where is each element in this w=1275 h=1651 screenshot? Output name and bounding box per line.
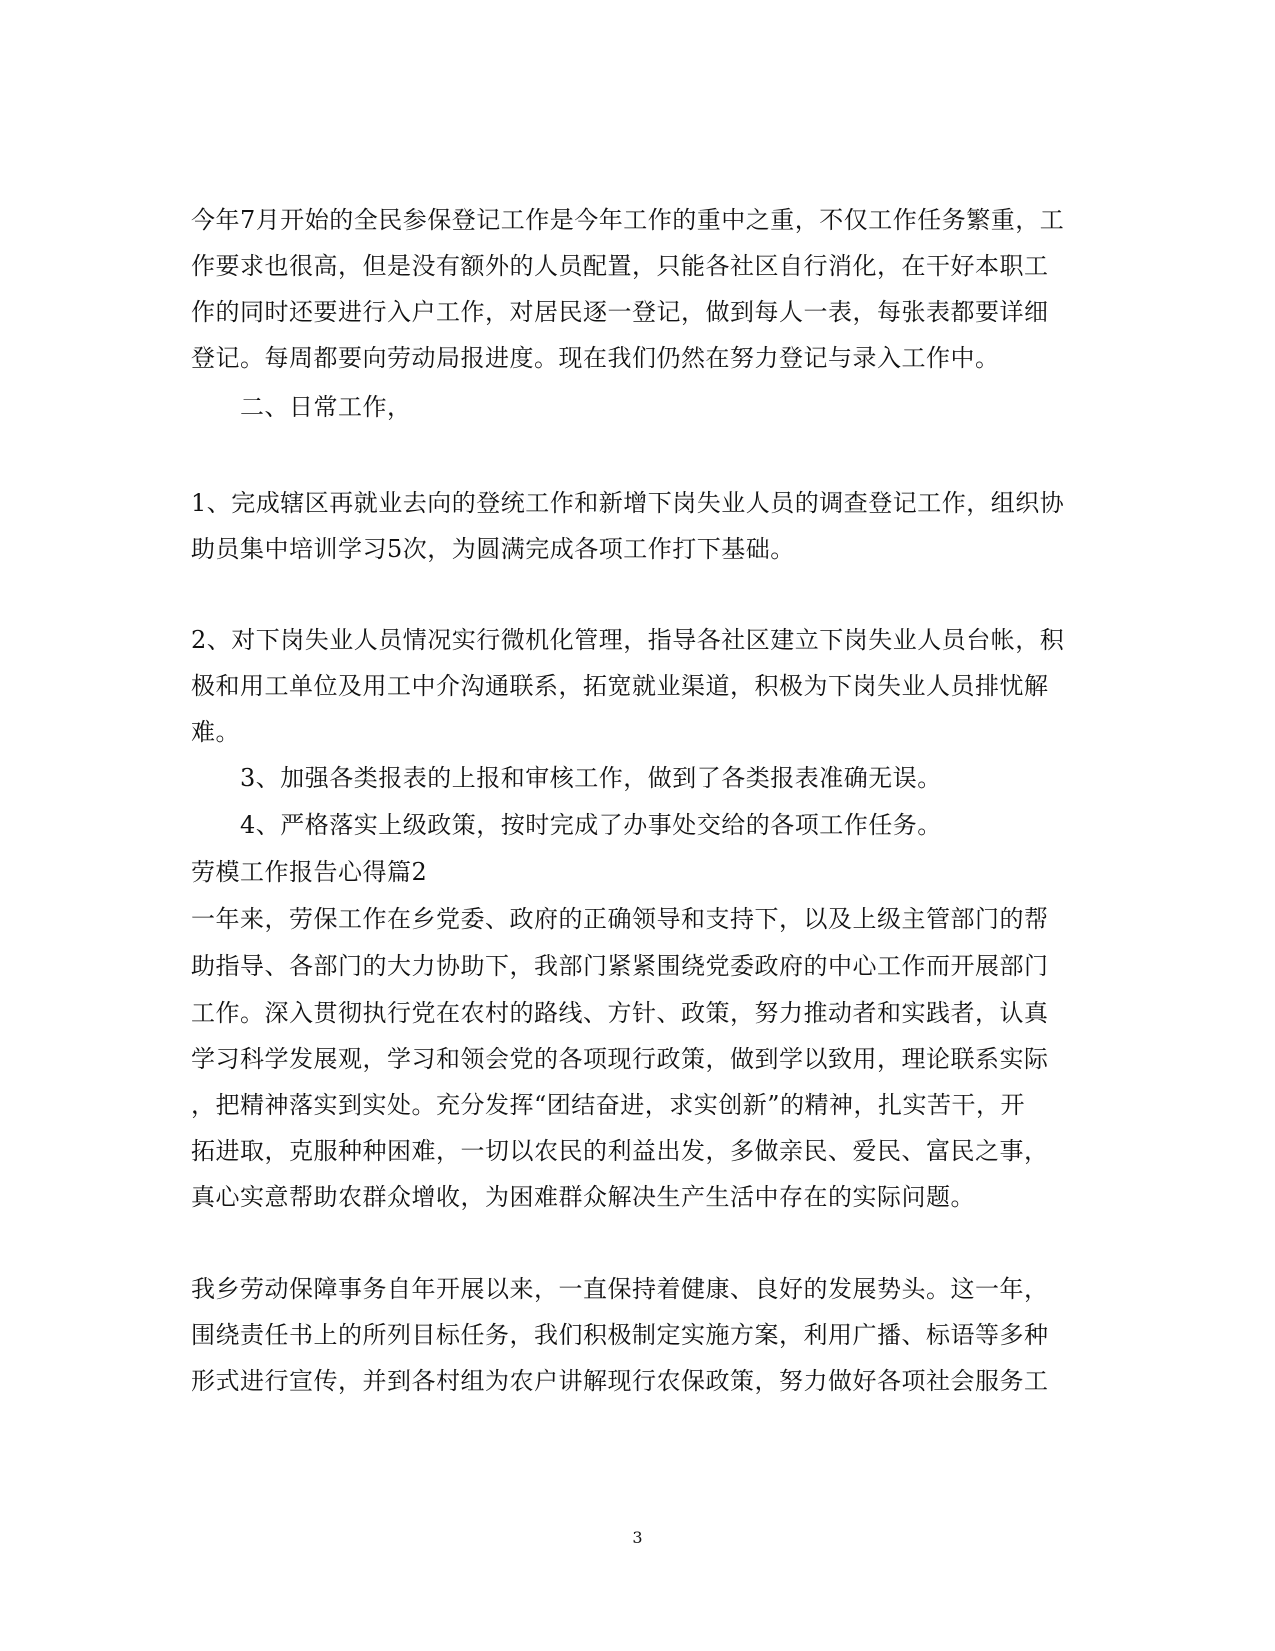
- paragraph-line: 极和用工单位及用工中介沟通联系，拓宽就业渠道，积极为下岗失业人员排忧解: [191, 672, 1049, 700]
- list-item: 3、加强各类报表的上报和审核工作，做到了各类报表准确无误。: [240, 764, 942, 792]
- paragraph-line: 助指导、各部门的大力协助下，我部门紧紧围绕党委政府的中心工作而开展部门: [191, 952, 1049, 980]
- paragraph-line: 拓进取，克服种种困难，一切以农民的利益出发，多做亲民、爱民、富民之事，: [191, 1137, 1049, 1165]
- paragraph-line: 真心实意帮助农群众增收，为困难群众解决生产生活中存在的实际问题。: [191, 1183, 975, 1211]
- paragraph-line: 助员集中培训学习5次，为圆满完成各项工作打下基础。: [191, 535, 795, 563]
- paragraph-line: 工作。深入贯彻执行党在农村的路线、方针、政策，努力推动者和实践者，认真: [191, 999, 1049, 1027]
- paragraph-line: 我乡劳动保障事务自年开展以来，一直保持着健康、良好的发展势头。这一年，: [191, 1275, 1049, 1303]
- paragraph-line: ，把精神落实到实处。充分发挥“团结奋进，求实创新”的精神，扎实苦干，开: [191, 1091, 1026, 1119]
- paragraph-line: 今年7月开始的全民参保登记工作是今年工作的重中之重，不仅工作任务繁重，工: [191, 206, 1065, 234]
- paragraph-line: 登记。每周都要向劳动局报进度。现在我们仍然在努力登记与录入工作中。: [191, 344, 1000, 372]
- section-heading: 二、日常工作，: [240, 393, 412, 421]
- paragraph-line: 围绕责任书上的所列目标任务，我们积极制定实施方案，利用广播、标语等多种: [191, 1321, 1049, 1349]
- paragraph-line: 一年来，劳保工作在乡党委、政府的正确领导和支持下，以及上级主管部门的帮: [191, 905, 1049, 933]
- paragraph-line: 作要求也很高，但是没有额外的人员配置，只能各社区自行消化，在干好本职工: [191, 252, 1049, 280]
- list-item: 4、严格落实上级政策，按时完成了办事处交给的各项工作任务。: [240, 811, 942, 839]
- paragraph-line: 作的同时还要进行入户工作，对居民逐一登记，做到每人一表，每张表都要详细: [191, 298, 1049, 326]
- page-number: 3: [632, 1528, 643, 1547]
- paragraph-line: 难。: [191, 718, 240, 746]
- paragraph-line: 形式进行宣传，并到各村组为农户讲解现行农保政策，努力做好各项社会服务工: [191, 1367, 1049, 1395]
- paragraph-line: 学习科学发展观，学习和领会党的各项现行政策，做到学以致用，理论联系实际: [191, 1045, 1049, 1073]
- list-item: 2、对下岗失业人员情况实行微机化管理，指导各社区建立下岗失业人员台帐，积: [191, 626, 1065, 654]
- section-title: 劳模工作报告心得篇2: [191, 858, 428, 886]
- list-item: 1、完成辖区再就业去向的登统工作和新增下岗失业人员的调查登记工作，组织协: [191, 489, 1065, 517]
